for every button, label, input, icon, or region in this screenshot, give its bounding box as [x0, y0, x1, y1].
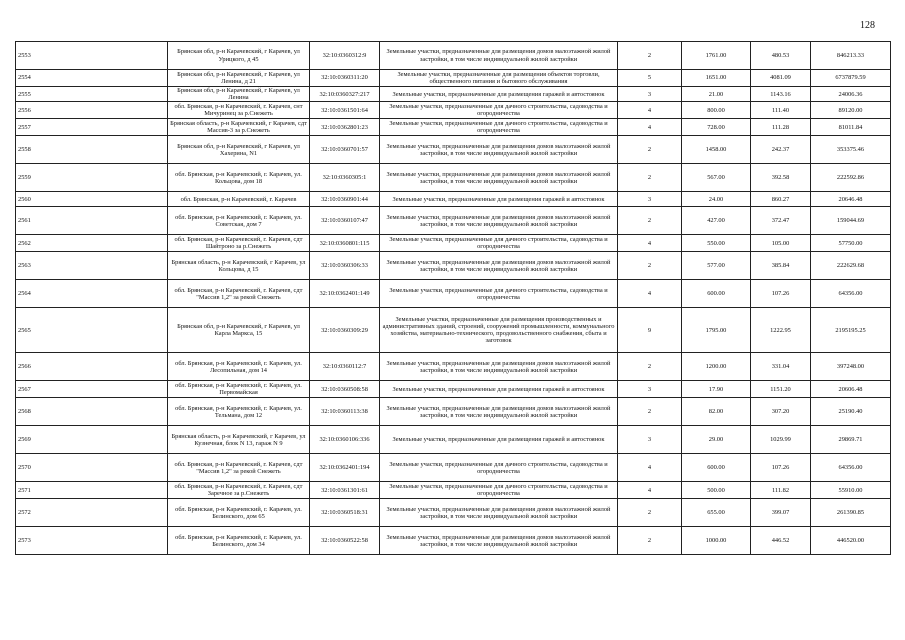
address-cell: Брянская область, р-н Карачевский, г Карачев, ул Кольцова, д 15 [168, 252, 310, 280]
cadastral-number-cell: 32:10:0360522:58 [310, 527, 380, 555]
area-cell: 600.00 [682, 280, 751, 308]
land-use-cell: Земельные участки, предназначенные для дачного строительства, садоводства и огородничества [380, 482, 618, 499]
row-number: 2569 [16, 426, 168, 454]
cadastral-number-cell: 32:10:0362401:149 [310, 280, 380, 308]
specific-value-cell: 372.47 [751, 207, 811, 235]
table-row [16, 42, 891, 70]
land-use-cell: Земельные участки, предназначенные для размещения гаражей и автостоянок [380, 426, 618, 454]
cadastral-number-cell: 32:10:0360327:217 [310, 87, 380, 102]
category-cell: 3 [618, 192, 682, 207]
row-number: 2553 [16, 42, 168, 70]
table-row [16, 454, 891, 482]
cadastral-value-cell: 20606.48 [811, 381, 891, 398]
specific-value-cell: 1222.95 [751, 308, 811, 353]
address-cell: обл. Брянская, р-н Карачевский, г. Карачев, ул. Лесопильная, дом 14 [168, 353, 310, 381]
row-number: 2565 [16, 308, 168, 353]
cadastral-value-cell: 57750.00 [811, 235, 891, 252]
cadastral-value-cell: 6737879.59 [811, 70, 891, 87]
address-cell: обл. Брянская, р-н Карачевский, г. Карачев, ул. Первомайская [168, 381, 310, 398]
land-use-cell: Земельные участки, предназначенные для размещения производственных и административных зданий, строений, сооружений промышленности, коммунального хозяйства, материально-технического, продовольственного снабжения, сбыта и заготовок [380, 308, 618, 353]
category-cell: 4 [618, 454, 682, 482]
specific-value-cell: 111.28 [751, 119, 811, 136]
specific-value-cell: 860.27 [751, 192, 811, 207]
specific-value-cell: 111.40 [751, 102, 811, 119]
row-number: 2554 [16, 70, 168, 87]
area-cell: 24.00 [682, 192, 751, 207]
address-cell: обл. Брянская, р-н Карачевский, г. Карачев, сдт Заречное за р.Снежеть [168, 482, 310, 499]
address-cell: обл. Брянская, р-н Карачевский, г. Карачев, сдт "Массив 1,2" за рекой Снежеть [168, 454, 310, 482]
cadastral-number-cell: 32:10:0360508:58 [310, 381, 380, 398]
row-number: 2573 [16, 527, 168, 555]
row-number: 2571 [16, 482, 168, 499]
specific-value-cell: 1143.16 [751, 87, 811, 102]
row-number: 2562 [16, 235, 168, 252]
address-cell: Брянская обл, р-н Карачевский, г Карачев, ул Хахерина, N1 [168, 136, 310, 164]
area-cell: 29.00 [682, 426, 751, 454]
land-use-cell: Земельные участки, предназначенные для размещения объектов торговли, общественного питания и бытового обслуживания [380, 70, 618, 87]
category-cell: 2 [618, 398, 682, 426]
area-cell: 800.00 [682, 102, 751, 119]
area-cell: 577.00 [682, 252, 751, 280]
address-cell: Брянская обл, р-н Карачевский, г Карачев, ул Ленина [168, 87, 310, 102]
address-cell: обл. Брянская, р-н Карачевский, г. Карачев, ул. Кольцова, дом 18 [168, 164, 310, 192]
category-cell: 3 [618, 426, 682, 454]
specific-value-cell: 111.82 [751, 482, 811, 499]
specific-value-cell: 4081.09 [751, 70, 811, 87]
land-use-cell: Земельные участки, предназначенные для дачного строительства, садоводства и огородничества [380, 102, 618, 119]
table-row [16, 70, 891, 87]
category-cell: 2 [618, 207, 682, 235]
land-use-cell: Земельные участки, предназначенные для дачного строительства, садоводства и огородничества [380, 454, 618, 482]
address-cell: обл. Брянская, р-н Карачевский, г. Карачев, сдт "Массив 1,2" за рекой Снежеть [168, 280, 310, 308]
category-cell: 3 [618, 381, 682, 398]
area-cell: 728.00 [682, 119, 751, 136]
table-row [16, 207, 891, 235]
table-row [16, 482, 891, 499]
cadastral-value-cell: 25190.40 [811, 398, 891, 426]
cadastral-number-cell: 32:10:0360112:7 [310, 353, 380, 381]
specific-value-cell: 331.04 [751, 353, 811, 381]
cadastral-value-cell: 24006.36 [811, 87, 891, 102]
cadastral-number-cell: 32:10:0360801:115 [310, 235, 380, 252]
address-cell: Брянская обл, р-н Карачевский, г Карачев, ул Урицкого, д 45 [168, 42, 310, 70]
address-cell: обл. Брянская, р-н Карачевский, г. Карачев, снт Мичуринец за р.Снежеть [168, 102, 310, 119]
area-cell: 82.00 [682, 398, 751, 426]
category-cell: 2 [618, 42, 682, 70]
specific-value-cell: 105.00 [751, 235, 811, 252]
land-use-cell: Земельные участки, предназначенные для размещения домов малоэтажной жилой застройки, в том числе индивидуальной жилой застройки [380, 164, 618, 192]
cadastral-value-cell: 446520.00 [811, 527, 891, 555]
row-number: 2564 [16, 280, 168, 308]
table-row [16, 192, 891, 207]
category-cell: 3 [618, 87, 682, 102]
cadastral-value-cell: 2195195.25 [811, 308, 891, 353]
land-use-cell: Земельные участки, предназначенные для размещения домов малоэтажной жилой застройки, в том числе индивидуальной жилой застройки [380, 252, 618, 280]
row-number: 2557 [16, 119, 168, 136]
table-row [16, 398, 891, 426]
area-cell: 550.00 [682, 235, 751, 252]
page-number: 128 [860, 20, 875, 31]
specific-value-cell: 446.52 [751, 527, 811, 555]
cadastral-value-cell: 89120.00 [811, 102, 891, 119]
area-cell: 1651.00 [682, 70, 751, 87]
area-cell: 1761.00 [682, 42, 751, 70]
table-row [16, 102, 891, 119]
cadastral-number-cell: 32:10:0361501:64 [310, 102, 380, 119]
address-cell: обл. Брянская, р-н Карачевский, г. Карачев [168, 192, 310, 207]
specific-value-cell: 1029.99 [751, 426, 811, 454]
category-cell: 2 [618, 136, 682, 164]
cadastral-value-cell: 353375.46 [811, 136, 891, 164]
specific-value-cell: 399.07 [751, 499, 811, 527]
table-row [16, 381, 891, 398]
land-use-cell: Земельные участки, предназначенные для размещения домов малоэтажной жилой застройки, в том числе индивидуальной жилой застройки [380, 398, 618, 426]
land-use-cell: Земельные участки, предназначенные для дачного строительства, садоводства и огородничества [380, 235, 618, 252]
land-use-cell: Земельные участки, предназначенные для размещения домов малоэтажной жилой застройки, в том числе индивидуальной жилой застройки [380, 527, 618, 555]
cadastral-value-cell: 846213.33 [811, 42, 891, 70]
row-number: 2568 [16, 398, 168, 426]
area-cell: 427.00 [682, 207, 751, 235]
land-use-cell: Земельные участки, предназначенные для размещения гаражей и автостоянок [380, 87, 618, 102]
address-cell: обл. Брянская, р-н Карачевский, г. Карачев, ул. Белинского, дом 34 [168, 527, 310, 555]
cadastral-value-cell: 397248.00 [811, 353, 891, 381]
category-cell: 2 [618, 164, 682, 192]
cadastral-number-cell: 32:10:0361301:61 [310, 482, 380, 499]
cadastral-value-cell: 55910.00 [811, 482, 891, 499]
land-use-cell: Земельные участки, предназначенные для дачного строительства, садоводства и огородничества [380, 280, 618, 308]
cadastral-value-cell: 29869.71 [811, 426, 891, 454]
cadastral-number-cell: 32:10:0360113:38 [310, 398, 380, 426]
cadastral-value-cell: 64356.00 [811, 280, 891, 308]
table-row [16, 136, 891, 164]
cadastral-number-cell: 32:10:0360306:33 [310, 252, 380, 280]
category-cell: 2 [618, 353, 682, 381]
address-cell: обл. Брянская, р-н Карачевский, г. Карачев, ул. Белинского, дом 65 [168, 499, 310, 527]
address-cell: Брянская область, р-н Карачевский, г Карачев, ул Кузнечная, блок N 13, гараж N 9 [168, 426, 310, 454]
area-cell: 600.00 [682, 454, 751, 482]
row-number: 2556 [16, 102, 168, 119]
cadastral-value-cell: 20646.48 [811, 192, 891, 207]
row-number: 2560 [16, 192, 168, 207]
table-row [16, 353, 891, 381]
row-number: 2572 [16, 499, 168, 527]
category-cell: 4 [618, 119, 682, 136]
category-cell: 4 [618, 235, 682, 252]
cadastral-number-cell: 32:10:0360901:44 [310, 192, 380, 207]
category-cell: 2 [618, 527, 682, 555]
land-use-cell: Земельные участки, предназначенные для дачного строительства, садоводства и огородничества [380, 119, 618, 136]
row-number: 2566 [16, 353, 168, 381]
table-row [16, 87, 891, 102]
specific-value-cell: 392.58 [751, 164, 811, 192]
row-number: 2555 [16, 87, 168, 102]
area-cell: 500.00 [682, 482, 751, 499]
specific-value-cell: 480.53 [751, 42, 811, 70]
row-number: 2567 [16, 381, 168, 398]
land-use-cell: Земельные участки, предназначенные для размещения гаражей и автостоянок [380, 381, 618, 398]
area-cell: 1200.00 [682, 353, 751, 381]
area-cell: 1458.00 [682, 136, 751, 164]
area-cell: 1795.00 [682, 308, 751, 353]
category-cell: 4 [618, 280, 682, 308]
cadastral-number-cell: 32:10:0362401:194 [310, 454, 380, 482]
cadastral-number-cell: 32:10:0360309:29 [310, 308, 380, 353]
cadastral-number-cell: 32:10:0360107:47 [310, 207, 380, 235]
cadastral-number-cell: 32:10:0360312:9 [310, 42, 380, 70]
cadastral-value-table [15, 41, 891, 555]
area-cell: 567.00 [682, 164, 751, 192]
row-number: 2561 [16, 207, 168, 235]
specific-value-cell: 1151.20 [751, 381, 811, 398]
address-cell: Брянская обл, р-н Карачевский, г Карачев, ул Ленина, д 21 [168, 70, 310, 87]
cadastral-value-cell: 222629.68 [811, 252, 891, 280]
area-cell: 17.90 [682, 381, 751, 398]
category-cell: 5 [618, 70, 682, 87]
table-row [16, 119, 891, 136]
specific-value-cell: 107.26 [751, 454, 811, 482]
table-row [16, 280, 891, 308]
address-cell: обл. Брянская, р-н Карачевский, г. Карачев, ул. Советская, дом 7 [168, 207, 310, 235]
cadastral-value-cell: 159044.69 [811, 207, 891, 235]
table-row [16, 235, 891, 252]
land-use-cell: Земельные участки, предназначенные для размещения домов малоэтажной жилой застройки, в том числе индивидуальной жилой застройки [380, 499, 618, 527]
table-row [16, 426, 891, 454]
cadastral-value-cell: 261390.85 [811, 499, 891, 527]
specific-value-cell: 307.20 [751, 398, 811, 426]
table-row [16, 527, 891, 555]
category-cell: 4 [618, 102, 682, 119]
table-row [16, 252, 891, 280]
cadastral-number-cell: 32:10:0360701:57 [310, 136, 380, 164]
address-cell: обл. Брянская, р-н Карачевский, г. Карачев, ул. Тельмана, дом 12 [168, 398, 310, 426]
cadastral-number-cell: 32:10:0360311:20 [310, 70, 380, 87]
cadastral-number-cell: 32:10:0360518:31 [310, 499, 380, 527]
cadastral-value-cell: 81011.84 [811, 119, 891, 136]
category-cell: 9 [618, 308, 682, 353]
area-cell: 655.00 [682, 499, 751, 527]
cadastral-value-cell: 222592.86 [811, 164, 891, 192]
address-cell: Брянская область, р-н Карачевский, г Карачев, сдт Массив-3 за р.Снежеть [168, 119, 310, 136]
table-row [16, 308, 891, 353]
land-use-cell: Земельные участки, предназначенные для размещения домов малоэтажной жилой застройки, в том числе индивидуальной жилой застройки [380, 136, 618, 164]
land-use-cell: Земельные участки, предназначенные для размещения гаражей и автостоянок [380, 192, 618, 207]
category-cell: 4 [618, 482, 682, 499]
land-use-cell: Земельные участки, предназначенные для размещения домов малоэтажной жилой застройки, в том числе индивидуальной жилой застройки [380, 353, 618, 381]
specific-value-cell: 242.37 [751, 136, 811, 164]
cadastral-number-cell: 32:10:0360305:1 [310, 164, 380, 192]
row-number: 2559 [16, 164, 168, 192]
land-use-cell: Земельные участки, предназначенные для размещения домов малоэтажной жилой застройки, в том числе индивидуальной жилой застройки [380, 207, 618, 235]
cadastral-number-cell: 32:10:0362801:23 [310, 119, 380, 136]
row-number: 2563 [16, 252, 168, 280]
category-cell: 2 [618, 499, 682, 527]
cadastral-number-cell: 32:10:0360106:336 [310, 426, 380, 454]
address-cell: Брянская обл, р-н Карачевский, г Карачев, ул Карла Маркса, 15 [168, 308, 310, 353]
specific-value-cell: 385.84 [751, 252, 811, 280]
table-row [16, 164, 891, 192]
cadastral-value-cell: 64356.00 [811, 454, 891, 482]
table-row [16, 499, 891, 527]
row-number: 2570 [16, 454, 168, 482]
category-cell: 2 [618, 252, 682, 280]
row-number: 2558 [16, 136, 168, 164]
address-cell: обл. Брянская, р-н Карачевский, г. Карачев, сдт Шайтроно за р.Снежеть [168, 235, 310, 252]
area-cell: 21.00 [682, 87, 751, 102]
area-cell: 1000.00 [682, 527, 751, 555]
specific-value-cell: 107.26 [751, 280, 811, 308]
land-use-cell: Земельные участки, предназначенные для размещения домов малоэтажной жилой застройки, в том числе индивидуальной жилой застройки [380, 42, 618, 70]
